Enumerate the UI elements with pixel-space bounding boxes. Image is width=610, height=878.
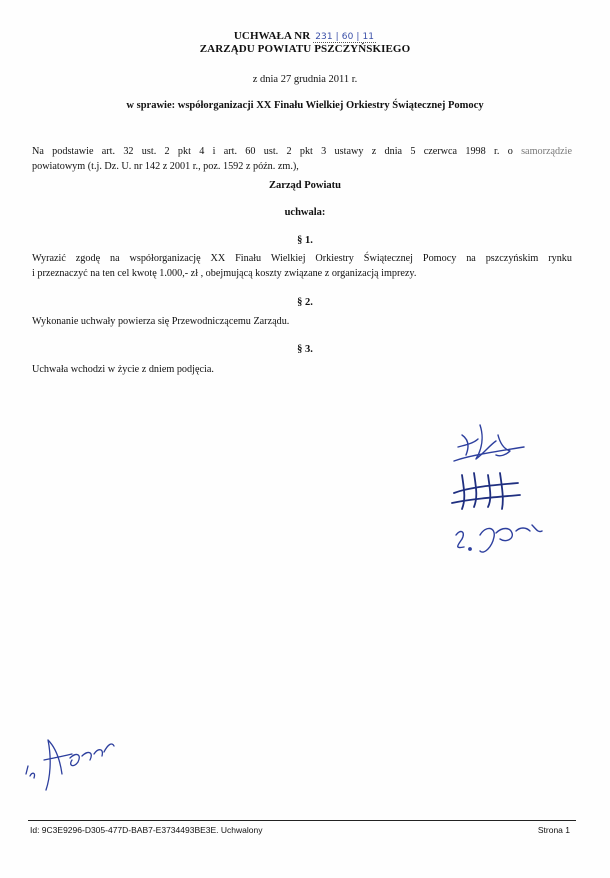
legal-basis bbox=[32, 144, 572, 174]
resolution-date: z dnia 27 grudnia 2011 r. bbox=[252, 74, 358, 85]
resolution-number-handwritten: 231 | 60 | 11 bbox=[315, 32, 375, 42]
board-title: ZARZĄDU POWIATU PSZCZYŃSKIEGO bbox=[199, 43, 411, 55]
resolution-subject: w sprawie: współorganizacji XX Finału Wielkiej Orkiestry Świątecznej Pomocy bbox=[126, 100, 484, 111]
margin-signature bbox=[20, 730, 120, 800]
resolution-title bbox=[0, 30, 610, 43]
resolves-heading: uchwala: bbox=[284, 207, 326, 218]
signature-1 bbox=[454, 425, 524, 461]
legal-basis-line-1-tail: samorządzie bbox=[521, 146, 573, 157]
signatures-board-members bbox=[440, 415, 570, 565]
document-id: Id: 9C3E9296-D305-477D-BAB7-E3734493BE3E. Uchwalony bbox=[30, 825, 263, 835]
section-3-mark: § 3. bbox=[297, 344, 313, 355]
section-2-text bbox=[32, 314, 572, 329]
signature-2 bbox=[452, 473, 520, 509]
section-2-line-1: Wykonanie uchwały powierza się Przewodniczącemu Zarządu. bbox=[32, 316, 290, 327]
section-1-text bbox=[32, 251, 572, 281]
section-1-line-1: Wyrazić zgodę na współorganizację XX Finału Wielkiej Orkiestry Świątecznej Pomocy na pszczyńskim rynku bbox=[32, 253, 572, 264]
resolution-title-prefix: UCHWAŁA NR bbox=[233, 30, 311, 42]
legal-basis-line-1-text: Na podstawie art. 32 ust. 2 pkt 4 i art. 60 ust. 2 pkt 3 ustawy z dnia 5 czerwca 1998 r. o bbox=[32, 146, 513, 157]
page-number: Strona 1 bbox=[537, 825, 570, 835]
body-heading: Zarząd Powiatu bbox=[268, 180, 342, 191]
footer-divider bbox=[28, 820, 576, 821]
section-1-mark: § 1. bbox=[297, 235, 313, 246]
signature-3 bbox=[456, 525, 542, 552]
legal-basis-line-1 bbox=[32, 144, 572, 159]
section-1-line-2: i przeznaczyć na ten cel kwotę 1.000,- zł , obejmującą koszty związane z organizacją imprezy. bbox=[32, 268, 417, 279]
section-3-text bbox=[32, 362, 572, 377]
section-3-line-1: Uchwała wchodzi w życie z dniem podjęcia. bbox=[32, 364, 214, 375]
legal-basis-line-2: powiatowym (t.j. Dz. U. nr 142 z 2001 r., poz. 1592 z późn. zm.), bbox=[32, 161, 299, 172]
section-2-mark: § 2. bbox=[297, 297, 313, 308]
